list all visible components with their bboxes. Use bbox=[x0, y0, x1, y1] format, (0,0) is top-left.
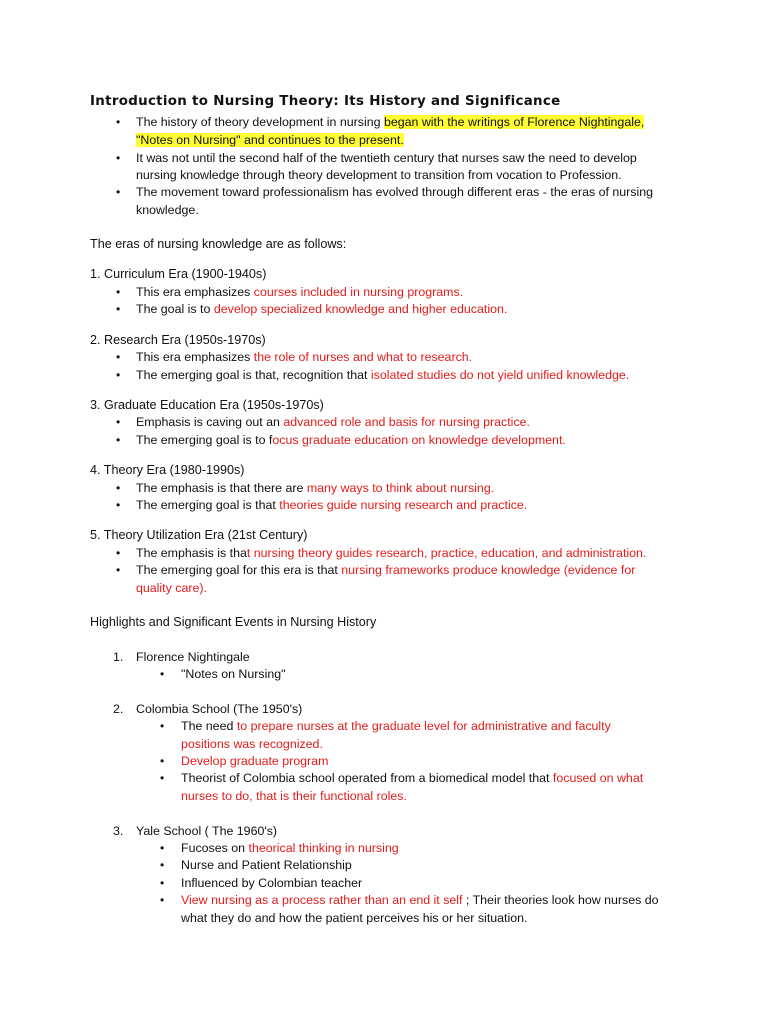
bullet-dot: • bbox=[160, 771, 165, 785]
era-bullet: The emphasis is that nursing theory guides research, practice, education, and administration. bbox=[136, 546, 647, 560]
history-bullet: Theorist of Colombia school operated from a biomedical model that focused on what bbox=[181, 771, 644, 785]
bullet-dot: • bbox=[116, 350, 121, 364]
history-bullet: Nurse and Patient Relationship bbox=[181, 858, 352, 872]
bullet-dot: • bbox=[116, 498, 121, 512]
bullet-dot: • bbox=[116, 115, 121, 129]
bullet-dot: • bbox=[116, 285, 121, 299]
history-bullet-cont: positions was recognized. bbox=[181, 737, 323, 751]
era-bullet-cont: quality care). bbox=[136, 581, 207, 595]
bullet-dot: • bbox=[116, 481, 121, 495]
bullet-dot: • bbox=[116, 185, 121, 199]
era-heading: 2. Research Era (1950s-1970s) bbox=[90, 333, 266, 347]
history-bullet: "Notes on Nursing" bbox=[181, 667, 286, 681]
era-bullet: The emerging goal for this era is that nursing frameworks produce knowledge (evidence for bbox=[136, 563, 636, 577]
history-bullet-cont: what they do and how the patient perceives his or her situation. bbox=[181, 911, 528, 925]
bullet-dot: • bbox=[160, 893, 165, 907]
document-title: Introduction to Nursing Theory: Its History and Significance bbox=[90, 94, 561, 109]
bullet-dot: • bbox=[116, 546, 121, 560]
era-bullet: Emphasis is caving out an advanced role and basis for nursing practice. bbox=[136, 415, 530, 429]
era-heading: 5. Theory Utilization Era (21st Century) bbox=[90, 528, 308, 542]
history-bullet: Develop graduate program bbox=[181, 754, 329, 768]
eras-intro: The eras of nursing knowledge are as follows: bbox=[90, 237, 347, 251]
era-heading: 1. Curriculum Era (1900-1940s) bbox=[90, 267, 267, 281]
history-bullet: Influenced by Colombian teacher bbox=[181, 876, 363, 890]
list-number: 3. bbox=[113, 824, 124, 838]
list-number: 2. bbox=[113, 702, 124, 716]
era-bullet: The goal is to develop specialized knowledge and higher education. bbox=[136, 302, 508, 316]
history-item-title: Florence Nightingale bbox=[136, 650, 250, 664]
intro-bullet-2: It was not until the second half of the twentieth century that nurses saw the need to develop bbox=[136, 151, 637, 165]
intro-bullet-1-cont bbox=[136, 131, 404, 149]
bullet-dot: • bbox=[116, 415, 121, 429]
highlighted-text: began with the writings of Florence Nightingale, bbox=[383, 115, 645, 129]
bullet-dot: • bbox=[116, 368, 121, 382]
era-heading: 3. Graduate Education Era (1950s-1970s) bbox=[90, 398, 324, 412]
era-bullet: This era emphasizes courses included in nursing programs. bbox=[136, 285, 464, 299]
era-bullet: The emerging goal is that theories guide nursing research and practice. bbox=[136, 498, 528, 512]
highlighted-text: "Notes on Nursing" and continues to the present. bbox=[136, 133, 404, 147]
highlights-heading: Highlights and Significant Events in Nursing History bbox=[90, 615, 377, 629]
bullet-dot: • bbox=[160, 754, 165, 768]
history-bullet: The need to prepare nurses at the graduate level for administrative and faculty bbox=[181, 719, 611, 733]
bullet-dot: • bbox=[116, 302, 121, 316]
era-bullet: The emphasis is that there are many ways to think about nursing. bbox=[136, 481, 495, 495]
history-bullet: View nursing as a process rather than an end it self ; Their theories look how nurses do bbox=[181, 893, 659, 907]
bullet-dot: • bbox=[160, 719, 165, 733]
era-heading: 4. Theory Era (1980-1990s) bbox=[90, 463, 245, 477]
history-item-title: Colombia School (The 1950's) bbox=[136, 702, 303, 716]
bullet-dot: • bbox=[116, 151, 121, 165]
list-number: 1. bbox=[113, 650, 124, 664]
era-bullet: This era emphasizes the role of nurses and what to research. bbox=[136, 350, 473, 364]
bullet-dot: • bbox=[116, 563, 121, 577]
bullet-dot: • bbox=[160, 841, 165, 855]
era-bullet: The emerging goal is that, recognition that isolated studies do not yield unified knowledge. bbox=[136, 368, 630, 382]
bullet-dot: • bbox=[160, 667, 165, 681]
intro-bullet-1: The history of theory development in nursing began with the writings of Florence Nightingale, bbox=[136, 115, 645, 129]
bullet-dot: • bbox=[160, 876, 165, 890]
intro-bullet-2-cont: nursing knowledge through theory development to transition from vocation to Profession. bbox=[136, 168, 622, 182]
intro-bullet-3-cont: knowledge. bbox=[136, 203, 199, 217]
intro-bullet-3: The movement toward professionalism has evolved through different eras - the eras of nursing bbox=[136, 185, 654, 199]
history-item-title: Yale School ( The 1960's) bbox=[136, 824, 278, 838]
bullet-dot: • bbox=[160, 858, 165, 872]
history-bullet: Fucoses on theorical thinking in nursing bbox=[181, 841, 399, 855]
era-bullet: The emerging goal is to focus graduate education on knowledge development. bbox=[136, 433, 566, 447]
history-bullet-cont: nurses to do, that is their functional roles. bbox=[181, 789, 407, 803]
bullet-dot: • bbox=[116, 433, 121, 447]
